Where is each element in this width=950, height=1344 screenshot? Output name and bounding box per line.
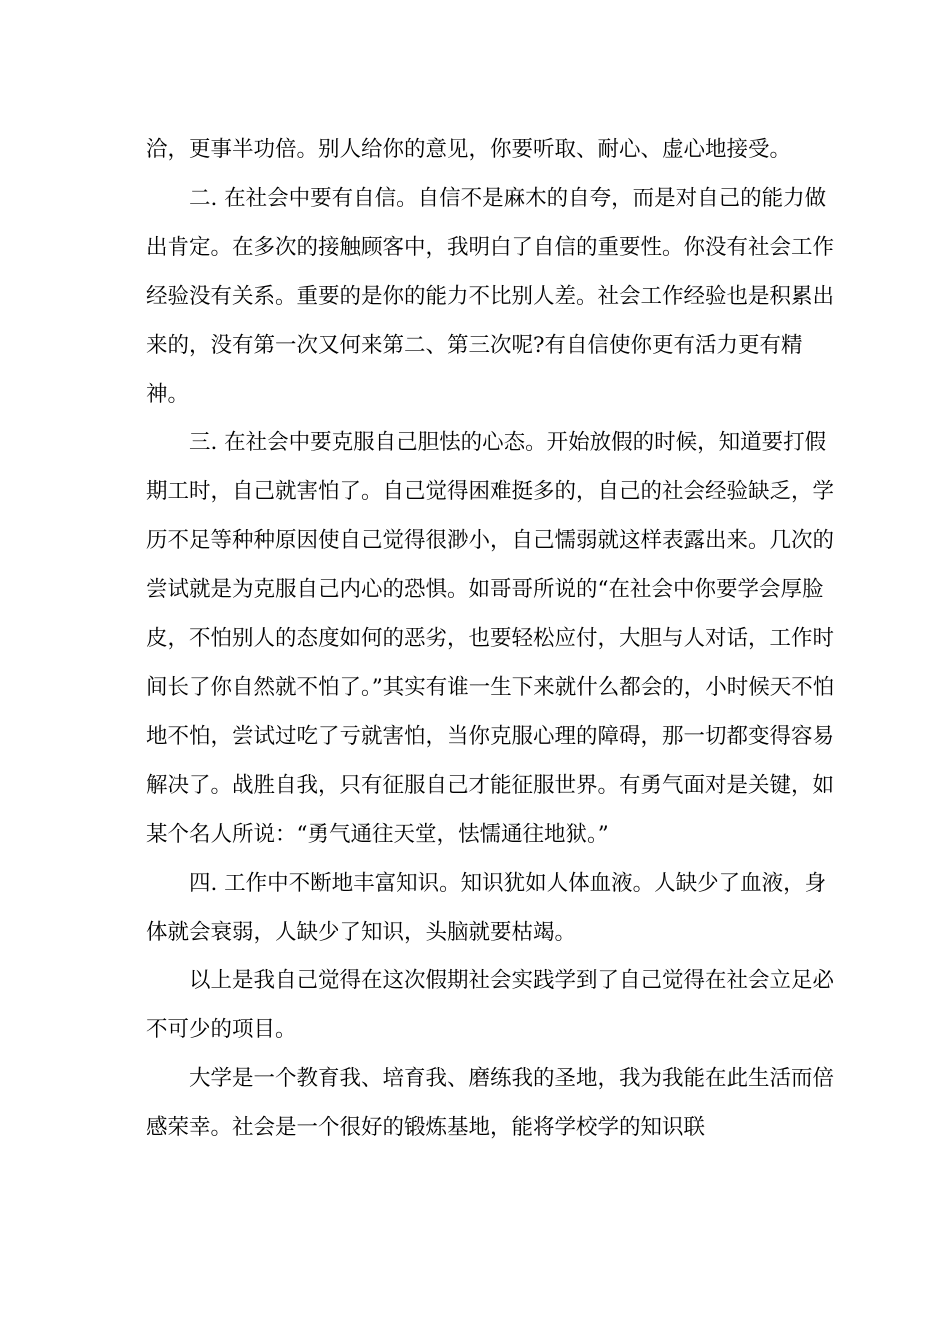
paragraph-enrich-knowledge: 四. 工作中不断地丰富知识。知识犹如人体血液。人缺少了血液，身体就会衰弱，人缺少了知识，头脑就要枯竭。 xyxy=(146,870,827,945)
paragraph-overcome-timidity: 三. 在社会中要克服自己胆怯的心态。开始放假的时候，知道要打假期工时，自己就害怕了。自己觉得困难挺多的，自己的社会经验缺乏，学历不足等种种原因使自己觉得很渺小，自己懦弱就这样表露出来。几次的尝试就是为克服自己内心的恐惧。如哥哥所说的“在社会中你要学会厚脸皮，不怕别人的态度如何的恶劣，也要轻松应付，大胆与人对话，工作时间长了你自然就不怕了。”其实有谁一生下来就什么都会的，小时候天不怕地不怕，尝试过吃了亏就害怕，当你克服心理的障碍，那一切都变得容易解决了。战胜自我，只有征服自己才能征服世界。有勇气面对是关键，如某个名人所说：“勇气通往天堂，怯懦通往地狱。” xyxy=(146,430,835,847)
document-body xyxy=(146,126,836,1153)
paragraph-continuation: 洽，更事半功倍。别人给你的意见，你要听取、耐心、虚心地接受。 xyxy=(146,137,792,162)
paragraph-summary: 以上是我自己觉得在这次假期社会实践学到了自己觉得在社会立足必不可少的项目。 xyxy=(146,968,835,1043)
paragraph-confidence: 二. 在社会中要有自信。自信不是麻木的自夸，而是对自己的能力做出肯定。在多次的接触顾客中，我明白了自信的重要性。你没有社会工作经验没有关系。重要的是你的能力不比别人差。社会工作经验也是积累出来的，没有第一次又何来第二、第三次呢?有自信使你更有活力更有精神。 xyxy=(146,185,835,407)
paragraph-university: 大学是一个教育我、培育我、磨练我的圣地，我为我能在此生活而倍感荣幸。社会是一个很好的锻炼基地，能将学校学的知识联 xyxy=(146,1066,835,1141)
